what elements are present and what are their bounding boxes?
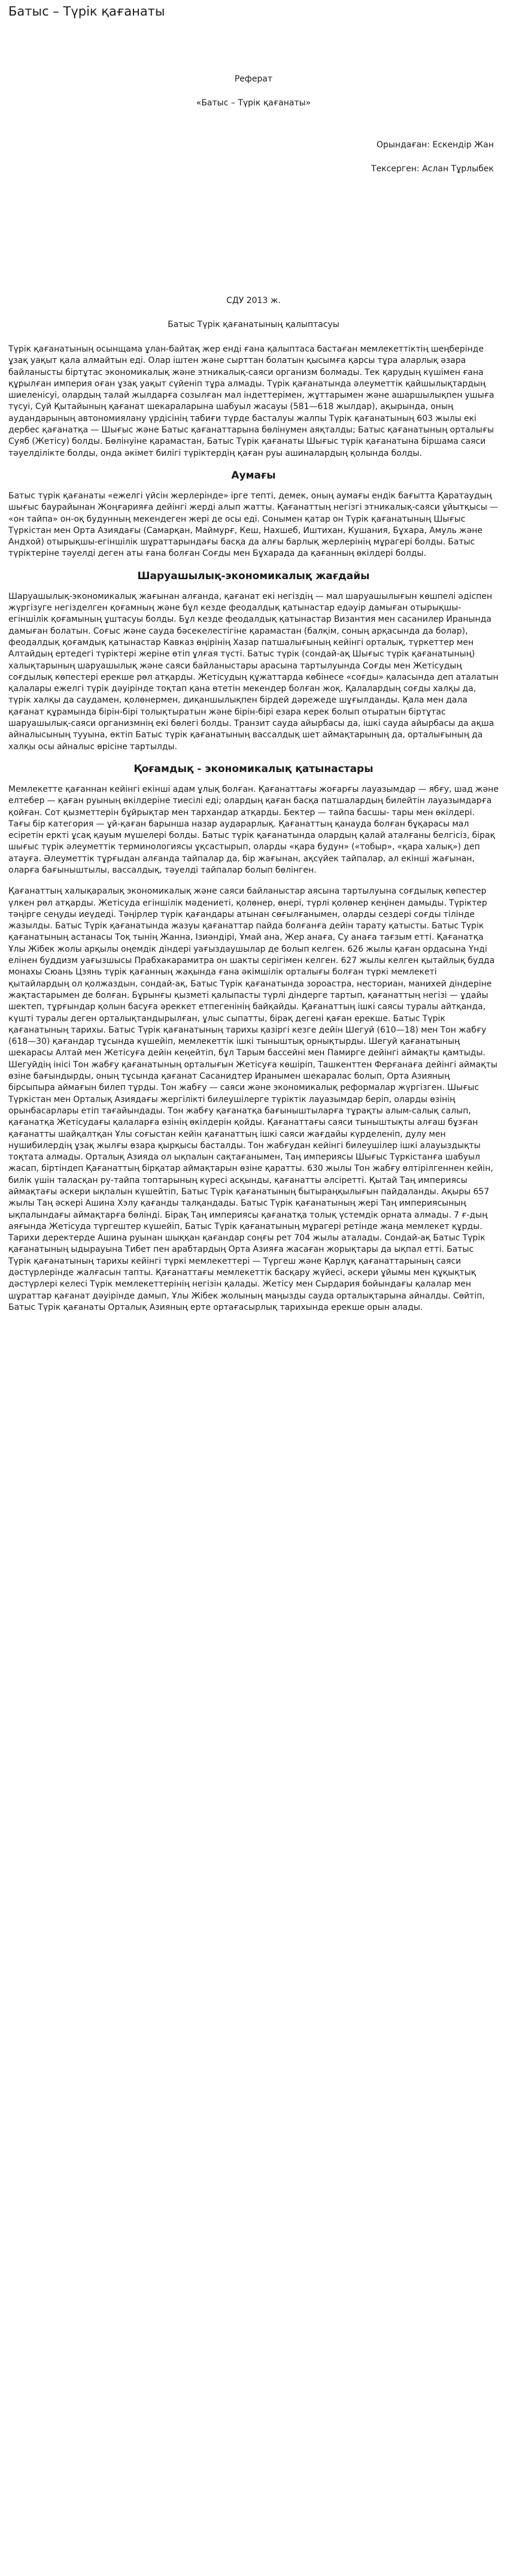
document-subtitle: Батыс Түрік қағанатының қалыптасуы xyxy=(168,320,339,329)
heading-economy: Шаруашылық-экономикалық жағдайы xyxy=(137,570,370,582)
referat-label: Реферат xyxy=(234,74,273,84)
author-line: Орындаған: Ескендір Жан xyxy=(376,140,494,150)
social-paragraph-2: Қағанаттың халықаралық экономикалық және саяси байланыстар аясына тартылуына соғдылық көпестер үлкен рөл атқарды. Жетісуда егіншілік мәдениеті, қолөнер, өнері, түрлі қолөнер кеңінен дамыды. Түріктер тәңірге сеңуды иеүдеді. Тәңірлер түрік қағандары атынан сөғылғанымен, оларды сездері соғды тілінде жазылды. Батыс Түрік қағанатында жазуы қағанаттар пайда болғанға дейін тарату қатысты. Батыс Түрік қағанатының астанасы Тоқ тынің Жанна, Ізиәндірі, Ұмай ана, Жер анаға, Су анаға тағзым етті. Қағанатқа Ұлы Жібек жолы арқылы оңемдік діндері уағыздаушылар де болып келген. 626 жылы қаған ордасына Үнді елінен буддизм уағызшысы Прабхакарамитра он шакты серігімен келген. 627 жылы келген қытайлық будда монахы Сюань Цзянь түрік қағанның жақында ғана әкімшілік орталығы болған түркі мемлекеті қытайлардың ол қолжаздын, сондай-ақ, Батыс Түрік қағанатында зороастра, несториан, манихей діндеріне жақтастарымен де болған. Бұрынғы қызметі қалыпасты түрлі діндерге тартып, қағанаттың негізі — ұдайы шектеп, тұрғындар қолын басуға әреккет етпегенінің байқайды. Қағанаттың ішкі саясы туралы айтқанда, күшті туралы деген орталықтандырылған, ұлыс сыпатты, бірақ дегені қаған ерекше. Батыс Түрік қағанатының тарихы. Батыс Түрік қағанатының тарихы қазіргі кезге дейін Шегуй (610—18) мен Тон жабғу (618—30) қағандар тұсында күшейіп, мемлекеттік ішкі тыныштық орнықтырды. Шегуй қағанатының шекарасы Алтай мен Жетісуға дейін кеңейтіп, бұл Тарым бассейні мен Памирге дейінгі аймақты қамтыды. Шегуйдің інісі Тон жабғу қағанатының орталығын Жетісуға көшіріп, Ташкенттен Ферғанаға дейінгі аймақты өзіне бағындырды, оның тұсында қағанат Сасанидтер Иранымен шекаралас болып, Орта Азияның бірсыпыра аймағын билеп тұрды. Тон жабғу — саяси және экономикалық реформалар жүргізген. Шығыс Түркістан мен Орталық Азиядағы жергілікті билеушілерге түріктік лауазымдар беріп, оларды өзінің орынбасарлары етіп тағайындады. Тон жабғу қағанатқа бағыныштыларға тұрақты алым-салық салып, қағанатқа Жетісудағы қалаларға өзінің өкілдерін қойды. Қағанаттағы саяси тыныштықты алғаш бұзған қағанатты шайқалтқан Ұлы соғыстан кейін қағанаттың ішкі саяси жағдайы күрделеніп, дулу мен нушибилердің ұзақ жылғы өзара қырқысы басталды. Тон жабғудан кейінгі билеушілер ішкі алауыздықты тоқтата алмады. Орталық Азияда ол ықпалын сақтағанымен, Таң империясы Шығыс Түркістанға шабуыл жасап, біртіндеп Қағанаттың бірқатар аймақтарын өзіне қаратты. 630 жылы Тон жабғу өлтірілгеннен кейін, билік үшін таласқан ру-тайпа топтарының күресі асқынды, қағанатты әлсіретті. Қытай Таң империясы аймақтағы әскери ықпалын күшейтіп, Батыс Түрік қағанатының бытыраңқылығын пайдаланды. Ақыры 657 жылы Таң әскері Ашина Хэлу қағанды талқандады. Батыс Түрік қағанатының жері Таң империясының ықпалындағы аймақтарға бөлінді. Бірақ Таң империясы қағанатқа толық үстемдік орната алмады. 7 ғ-дың аяғында Жетісуда түргештер күшейіп, Батыс Түрік қағанатының мұрагері ретінде жаңа мемлекет құрды. Тарихи деректерде Ашина руынан шыққан қағандар соңғы рет 704 жылы аталады. Сондай-ақ Батыс Түрік қағанатының ыдырауына Тибет пен арабтардың Орта Азияға жасаған жорықтары да ықпал етті. Батыс Түрік қағанатының тарихы кейінгі түркі мемлекеттері — Түргеш және Қарлұқ қағанаттарының саяси дәстүрлерінде жалғасын тапты. Қағанаттағы мемлекеттік басқару жүйесі, әскери ұйымы мен құқықтық дәстүрлері келесі Түрік мемлекеттерінің негізін қалады. Жетісу мен Сырдария бойындағы қалалар мен шұраттар қағанат дәуірінде дамып, Ұлы Жібек жолының маңызды сауда орталықтарына айналды. Сөйтіп, Батыс Түрік қағанаты Орталық Азияның ерте ортағасырлық тарихында ерекше орын алады. xyxy=(8,886,497,1312)
heading-social: Қоғамдық - экономикалық қатынастары xyxy=(133,762,374,775)
territory-paragraph: Батыс түрік қағанаты «ежелгі үйсін жерлерінде» ірге тепті, демек, оның аумағы ендік бағытта Қаратаудың шығыс баурайынан Жоңғарияға дейінгі жерді алып жатты. Қағанаттың негізгі этникалық-саяси ұйытқысы — «он тайпа» он-оқ будунның мекендеген жері де осы еді. Сонымен қатар он Түрік қағанатының Шығыс Түркістан мен Орта Азиядағы (Самарқан, Маймурғ, Кеш, Нахшеб, Иштихан, Кушания, Бұхара, Амуль және Андхой) отырықшы-егіншілік шұраттарындағы басқа да алғы барлық жерлерінің мұрагері болды. Батыс түріктеріне тәуелді деген аты ғана болған Соғды мен Бұхарада да қағанның өкілдері болды. xyxy=(8,491,499,559)
spacer xyxy=(8,331,499,344)
spacer xyxy=(8,175,499,295)
intro-paragraph: Түрік қағанатының осынщама ұлан-байтақ жер енді ғана қалыптаса бастаған мемлекеттіктің шеңберінде ұзақ уақыт қала алмайтын еді. Олар іштен және сырттан болатын қысымға қарсы тұра аларлық әзара байланысты біртұтас экономикалық және этникалық-саяси организм болмады. Тек қарудың күшімен ғана құрылған империя оған ұзақ уақыт сүйеніп тұра алмады. Түрік қағанатында әлеуметтік қайшылықтардың шиеленісуі, олардың талай жылдарға созылған мал індеттерімен, жұттарымен және ашаршылықпен ушыға түсуі, Суй Қытайының қағанат шекараларына шабуыл жасауы (581—618 жылдар), ақырында, оның аудандарының автономиялану үрдісінің табиғи түрде басталуы жалпы Түрік қағанатының 603 жылы екі дербес қағанатқа — Шығыс және Батыс қағанаттарына бөлінумен аяқталды; Батыс қағанатының орталығы Суяб (Жетісу) болды. Бөлінуіне қарамастан, Батыс Түрік қағанаты Шығыс түрік қағанатына біршама саяси тәуелділікте болды, онда әкімет билігі түріктердің қаған руы ашиналардың қолында болды. xyxy=(8,344,494,458)
university-year: СДУ 2013 ж. xyxy=(226,296,281,305)
checker-line: Тексерген: Аслан Тұрлыбек xyxy=(371,164,494,174)
spacer xyxy=(8,307,499,319)
spacer xyxy=(8,19,499,73)
economy-paragraph: Шаруашылық-экономикалық жағынан алғанда, қағанат екі негіздің — мал шаруашылығын көшпелі әдіспен жүргізуге негізделген қоғамның және бұл кезде феодалдық қатынастар едәуір дамыған отырықшы-егіншілік қоғамының ұштасуы болды. Бұл кезде феодалдық қатынастар Византия мен сасанилер Иранында дамыған болатын. Соғыс және сауда бәсекелестігіне қарамастан (балқім, соның арқасында да болар), феодалдық қоғамдық қатынастар Кавказ өңірінің Хазар патшалығының кейінгі орталық, түркеттер мен Алтайдың ертедегі түріктері жеріне өтіп ұлғая түсті. Батыс түрік (сондай-ақ Шығыс түрік қағанатының) халықтарының шаруашылық және саяси байланыстары арасына тартылуында Соғды мен Жетісудың соғдылық көпестері ерекше рөл атқарды. Жетісудың құжаттарда көбінесе «соғды» қаласында деп аталатын қалалары ежелгі түрік дәуірінде тоқтап қана өтетін мекендер болған жоқ. Қалалардың соғды халқы да, түрік халқы да саудамен, қолөнермен, диқаншылықпен бірдей дәрежеде шұғылданды. Қала мен дала қағанат құрамында бірін-бірі толықтыратын және бірін-бірі езара керек болып отыратын біртұтас шаруашылық-саяси организмнің екі бөлегі болды. Транзит сауда айырбасы да, ішкі сауда айырбасы да ақша айналысының тууына, өктіп Батыс түрік қағанатының вассалдық шет аймақтарының да, орталығының да халқы осы айналыс өрісіне тартылды. xyxy=(8,591,499,752)
referat-topic: «Батыс – Түрік қағанаты» xyxy=(196,98,311,108)
document-title: Батыс – Түрік қағанаты xyxy=(8,4,165,19)
spacer xyxy=(8,85,499,97)
spacer xyxy=(8,109,499,139)
social-paragraph-1: Мемлекетте қағаннан кейінгі екінші адам ұлық болған. Қағанаттағы жоғарғы лауазымдар — ябғу, шад және елтебер — қаған руының өкілдеріне тиесілі еді; олардың қаған басқа патшалардың билейтін лауазымдарға қойған. Сот қызметтерін бұйрықтар мен тархандар атқарды. Бектер — тайпа басшы- тары мен өкілдері. Тағы бір категория — ұй-қаған барынша назар аударарлық. Қағанаттың қанауда болған бұқарасы мал есіретін еркті ұсақ қауым мүшелері болды. Батыс түрік қағанатында олардың қалай аталғаны белгісіз, бірақ шығыс түрік әлеуметтік терминологиясы ұқсастырып, оларды «қара будун» («тобыр», «қара халық») деп атауға. Әлеуметтік тұрғыдан алғанда тайпалар да, бір жағынан, ақсүйек тайпалар, ал екінші жағынан, оларға бағыныштылы, вассалдық, тәуелді тайпалар болып бөлінген. xyxy=(8,784,499,875)
spacer xyxy=(8,151,499,163)
heading-territory: Аумағы xyxy=(231,469,276,482)
